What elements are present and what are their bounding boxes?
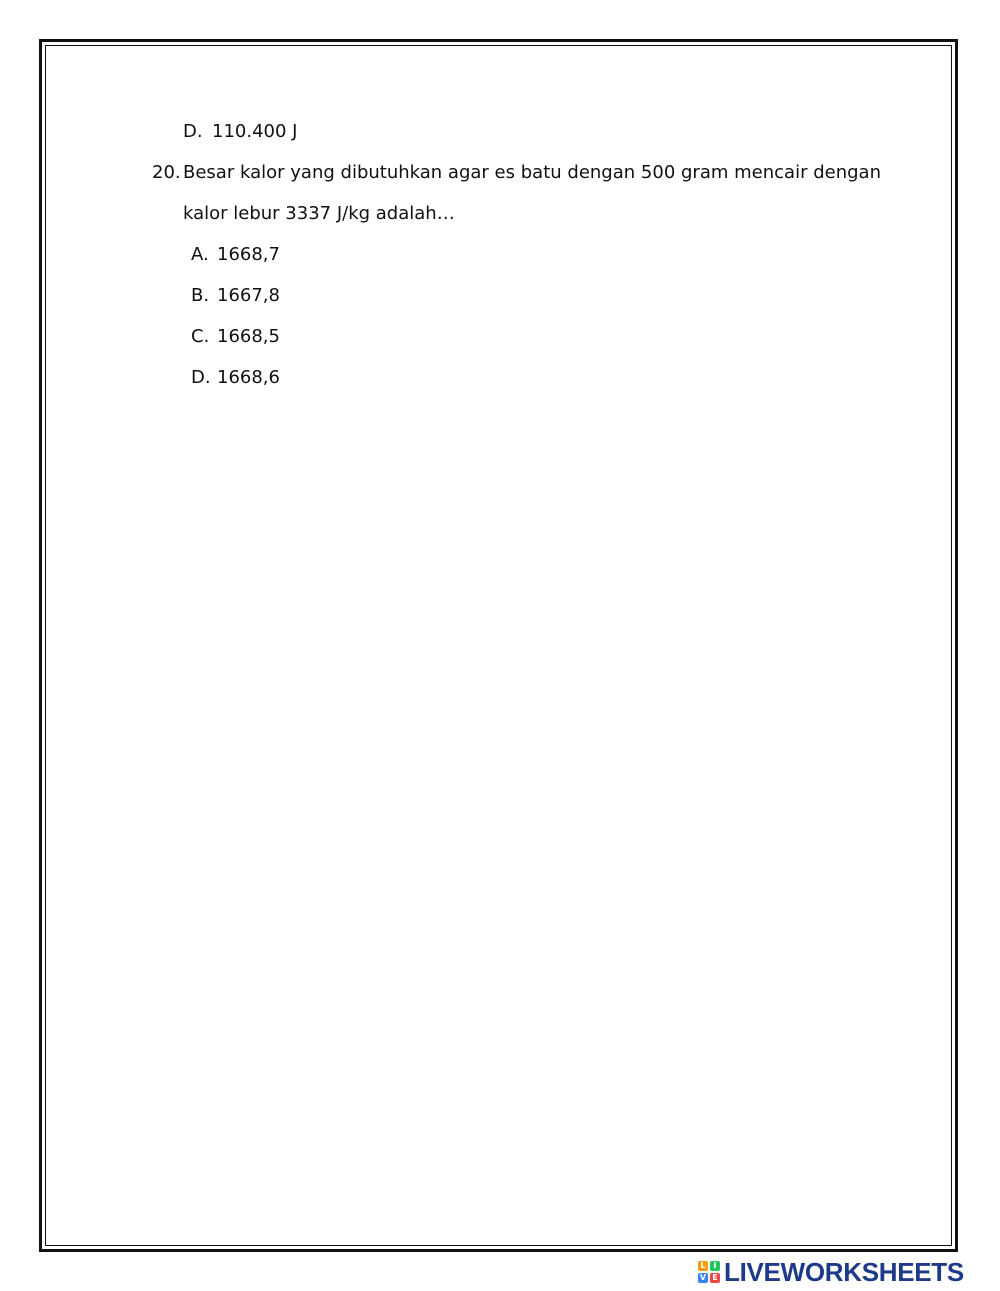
option-c [191, 326, 280, 348]
option-d [191, 367, 280, 389]
logo-tile-l: L [698, 1261, 708, 1271]
option-letter: D. [191, 367, 211, 388]
logo-tile-e: E [710, 1273, 720, 1283]
option-letter: D. [183, 121, 203, 142]
option-a [191, 244, 280, 266]
prev-option-d [183, 121, 297, 143]
option-text: 110.400 J [212, 121, 298, 142]
option-letter: B. [191, 285, 210, 306]
option-text: 1668,5 [217, 326, 280, 347]
question-text-line-2: kalor lebur 3337 J/kg adalah… [183, 203, 455, 224]
logo-tile-v: V [699, 1273, 707, 1282]
page-border-inner [45, 45, 952, 1246]
logo-text: LIVEWORKSHEETS [724, 1256, 964, 1287]
question-number: 20. [152, 162, 181, 183]
logo-tile-i: I [710, 1261, 720, 1271]
option-b [191, 285, 280, 307]
question-text-line-1: Besar kalor yang dibutuhkan agar es batu dengan 500 gram mencair dengan [183, 162, 881, 183]
option-letter: C. [191, 326, 210, 347]
liveworksheets-logo-icon [698, 1261, 720, 1283]
option-text: 1668,7 [217, 244, 280, 265]
liveworksheets-logo[interactable] [698, 1258, 964, 1286]
option-letter: A. [191, 244, 209, 265]
option-text: 1668,6 [217, 367, 280, 388]
option-text: 1667,8 [217, 285, 280, 306]
